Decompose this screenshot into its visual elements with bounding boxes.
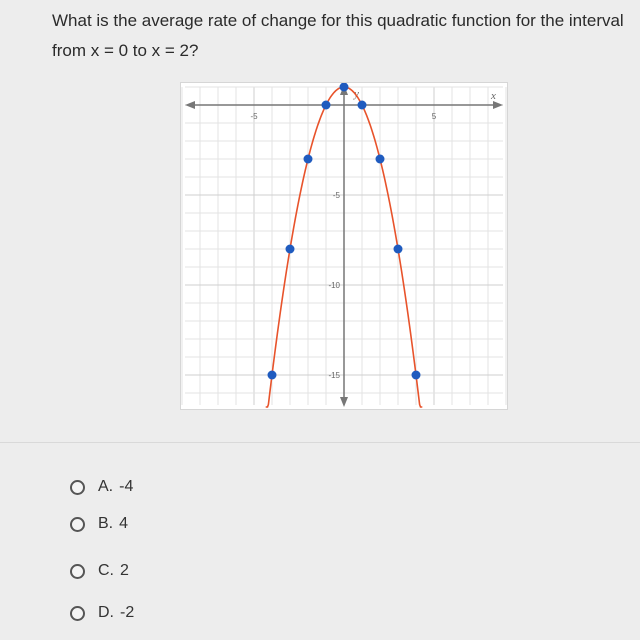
choice-d-value: -2: [120, 604, 135, 621]
question-line-1: What is the average rate of change for this quadratic function for the interval: [52, 11, 624, 30]
x-tick-label: 5: [431, 112, 437, 121]
radio-d[interactable]: [70, 606, 85, 621]
data-point: [394, 245, 403, 254]
data-point: [340, 83, 349, 92]
question-text: [52, 6, 632, 66]
data-point: [412, 371, 421, 380]
choice-c-letter: C.: [98, 562, 114, 579]
choice-a[interactable]: [70, 474, 133, 500]
x-axis-arrow-right: [493, 101, 503, 109]
x-axis-label: x: [491, 90, 496, 102]
data-point: [358, 101, 367, 110]
choice-b-letter: B.: [98, 515, 114, 532]
y-axis-arrow-down: [340, 397, 348, 407]
data-point: [376, 155, 385, 164]
y-tick-label: -5: [332, 191, 340, 200]
divider: [0, 442, 640, 443]
radio-b[interactable]: [70, 517, 85, 532]
question-line-2: from x = 0 to x = 2?: [52, 41, 199, 60]
choice-a-letter: A.: [98, 478, 114, 495]
data-point: [268, 371, 277, 380]
choice-a-value: -4: [119, 478, 134, 495]
x-axis-arrow-left: [185, 101, 195, 109]
y-axis-label: y: [354, 88, 359, 100]
choice-c[interactable]: [70, 558, 129, 584]
data-point: [286, 245, 295, 254]
x-tick-label: -5: [250, 112, 258, 121]
choice-b-value: 4: [119, 515, 129, 532]
choice-b[interactable]: [70, 511, 128, 537]
axes: [185, 85, 503, 407]
graph-canvas: [181, 83, 507, 409]
y-tick-label: -10: [328, 281, 340, 290]
data-point: [304, 155, 313, 164]
radio-c[interactable]: [70, 564, 85, 579]
quadratic-graph: [180, 82, 508, 410]
data-point: [322, 101, 331, 110]
choice-d[interactable]: [70, 600, 134, 626]
choice-d-letter: D.: [98, 604, 114, 621]
radio-a[interactable]: [70, 480, 85, 495]
y-tick-label: -15: [328, 371, 340, 380]
choice-c-value: 2: [120, 562, 129, 579]
